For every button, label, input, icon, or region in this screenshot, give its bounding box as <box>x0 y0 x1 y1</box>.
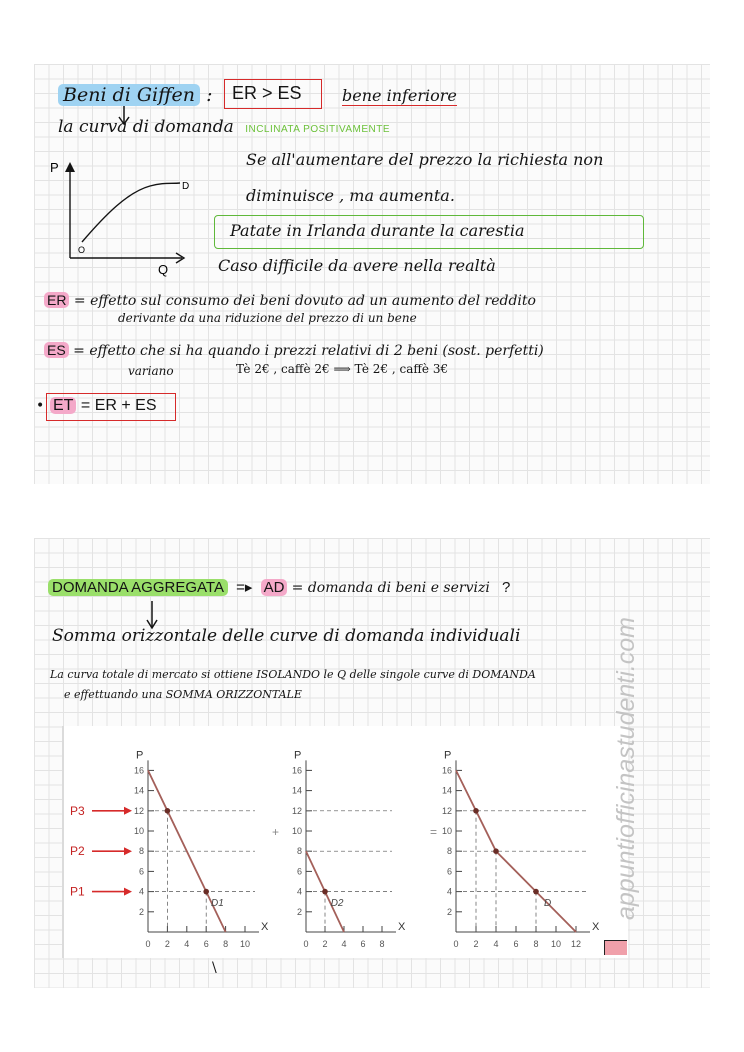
price-marker-label-P2: P2 <box>70 844 85 859</box>
somma-orizzontale-line: Somma orizzontale delle curve di domanda individuali <box>52 626 521 646</box>
x-tick-label-D1-4: 4 <box>184 939 190 949</box>
curva-domanda-text: la curva di domanda <box>58 117 234 137</box>
plus-sign: + <box>272 825 280 839</box>
giffen-definition-line1: Se all'aumentare del prezzo la richiesta non <box>246 150 604 169</box>
giffen-title: Beni di Giffen <box>58 84 200 106</box>
curve-point-D2-2-4 <box>322 889 328 895</box>
stray-mark: \ <box>212 960 217 976</box>
curva-totale-line1: La curva totale di mercato si ottiene ISOLANDO le Q delle singole curve di DOMANDA <box>50 668 536 681</box>
corner-mark <box>604 940 627 955</box>
er-tag: ER <box>44 292 69 308</box>
x-axis-label-D: X <box>592 921 600 933</box>
giffen-graph-q-label: Q <box>158 262 169 277</box>
x-tick-label-D1-6: 6 <box>203 939 209 949</box>
er-line2: derivante da una riduzione del prezzo di un bene <box>118 311 417 325</box>
es-tag: ES <box>44 342 69 358</box>
curve-label-D2: D2 <box>330 898 344 909</box>
caso-difficile: Caso difficile da avere nella realtà <box>218 256 496 275</box>
es-line2b: Tè 2€ , caffè 2€ ⟹ Tè 2€ , caffè 3€ <box>236 362 449 376</box>
curve-point-D1-2-12 <box>165 808 171 814</box>
giffen-definition-line2: diminuisce , ma aumenta. <box>246 186 455 205</box>
y-tick-label-D-4: 4 <box>446 886 452 897</box>
et-rest: = ER + ES <box>80 397 157 414</box>
curve-point-D-2-12 <box>473 808 479 814</box>
y-tick-label-D1-12: 12 <box>133 805 144 816</box>
x-tick-label-D-10: 10 <box>550 939 562 949</box>
y-axis-label-D1: P <box>136 749 144 762</box>
curve-point-D1-6-4 <box>203 889 209 895</box>
curve-label-D: D <box>544 898 552 909</box>
curva-totale-line2: e effettuando una SOMMA ORIZZONTALE <box>64 688 302 701</box>
patate-irlanda: Patate in Irlanda durante la carestia <box>230 221 525 240</box>
er-definition <box>44 292 536 309</box>
x-tick-label-D2-0: 0 <box>303 939 309 949</box>
y-tick-label-D2-14: 14 <box>291 785 302 796</box>
watermark: appuntiofficinastudenti.com <box>612 617 640 920</box>
y-tick-label-D-6: 6 <box>446 866 452 877</box>
price-marker-label-P3: P3 <box>70 803 85 818</box>
y-tick-label-D1-4: 4 <box>138 886 144 897</box>
y-tick-label-D-14: 14 <box>441 785 452 796</box>
x-tick-label-D1-8: 8 <box>223 939 229 949</box>
heading-colon: : <box>206 84 213 106</box>
y-tick-label-D1-8: 8 <box>138 846 144 857</box>
y-tick-label-D2-16: 16 <box>291 765 302 776</box>
giffen-graph-p-label: P <box>50 160 59 175</box>
inclinata-positivamente: INCLINATA POSITIVAMENTE <box>245 124 391 135</box>
x-tick-label-D-8: 8 <box>533 939 539 949</box>
y-tick-label-D1-6: 6 <box>138 866 144 877</box>
y-tick-label-D2-8: 8 <box>296 846 302 857</box>
et-tag: ET <box>50 397 76 414</box>
domanda-aggregata-heading <box>48 578 510 596</box>
ad-definition: = domanda di beni e servizi <box>291 580 490 596</box>
et-formula <box>50 397 157 415</box>
y-tick-label-D-12: 12 <box>441 805 452 816</box>
domanda-aggregata-title: DOMANDA AGGREGATA <box>48 579 228 596</box>
y-tick-label-D2-4: 4 <box>296 886 302 897</box>
x-axis-label-D2: X <box>398 921 406 933</box>
y-tick-label-D1-10: 10 <box>133 826 144 836</box>
giffen-heading <box>58 84 213 106</box>
x-tick-label-D2-2: 2 <box>322 939 328 949</box>
es-line2a: variano <box>128 364 174 378</box>
y-tick-label-D2-2: 2 <box>296 906 302 917</box>
x-tick-label-D2-8: 8 <box>379 939 385 949</box>
x-tick-label-D2-4: 4 <box>341 939 347 949</box>
y-tick-label-D2-6: 6 <box>296 866 302 877</box>
x-tick-label-D1-2: 2 <box>164 939 170 949</box>
y-axis-label-D: P <box>444 749 452 762</box>
y-tick-label-D2-10: 10 <box>291 826 302 836</box>
x-tick-label-D-4: 4 <box>493 939 499 949</box>
y-tick-label-D1-14: 14 <box>133 785 144 796</box>
giffen-graph <box>46 156 194 278</box>
er-line1: = effetto sul consumo dei beni dovuto ad un aumento del reddito <box>73 293 536 309</box>
curve-point-D-4-8 <box>493 848 499 854</box>
curve-label-D1: D1 <box>211 898 224 909</box>
question-mark: ? <box>502 579 511 596</box>
y-tick-label-D2-12: 12 <box>291 805 302 816</box>
y-tick-label-D-16: 16 <box>441 765 452 776</box>
y-tick-label-D-8: 8 <box>446 846 452 857</box>
ad-tag: AD <box>261 579 288 596</box>
aggregation-figure <box>62 726 628 958</box>
y-tick-label-D-10: 10 <box>441 826 452 836</box>
curve-point-D-8-4 <box>533 889 539 895</box>
x-tick-label-D1-10: 10 <box>239 939 251 949</box>
y-tick-label-D1-16: 16 <box>133 765 144 776</box>
x-tick-label-D2-6: 6 <box>360 939 366 949</box>
y-tick-label-D-2: 2 <box>446 906 452 917</box>
x-axis-label-D1: X <box>261 921 269 933</box>
bene-inferiore: bene inferiore <box>342 86 457 105</box>
x-tick-label-D-12: 12 <box>570 939 582 949</box>
y-axis-label-D2: P <box>294 749 302 762</box>
et-bullet: • <box>36 398 45 414</box>
x-tick-label-D-2: 2 <box>473 939 479 949</box>
es-line1: = effetto che si ha quando i prezzi relativi di 2 beni (sost. perfetti) <box>73 343 544 359</box>
er-es-text: ER > ES <box>232 83 302 103</box>
x-tick-label-D-6: 6 <box>513 939 519 949</box>
curva-domanda-line <box>58 117 390 137</box>
giffen-graph-d-label: D <box>182 181 190 192</box>
x-tick-label-D1-0: 0 <box>145 939 151 949</box>
y-tick-label-D1-2: 2 <box>138 906 144 917</box>
equals-sign: = <box>430 825 438 839</box>
x-tick-label-D-0: 0 <box>453 939 459 949</box>
es-definition <box>44 342 544 359</box>
price-marker-label-P1: P1 <box>70 884 85 899</box>
giffen-graph-origin-label: O <box>78 245 86 255</box>
heading-arrow: =▸ <box>236 579 253 596</box>
